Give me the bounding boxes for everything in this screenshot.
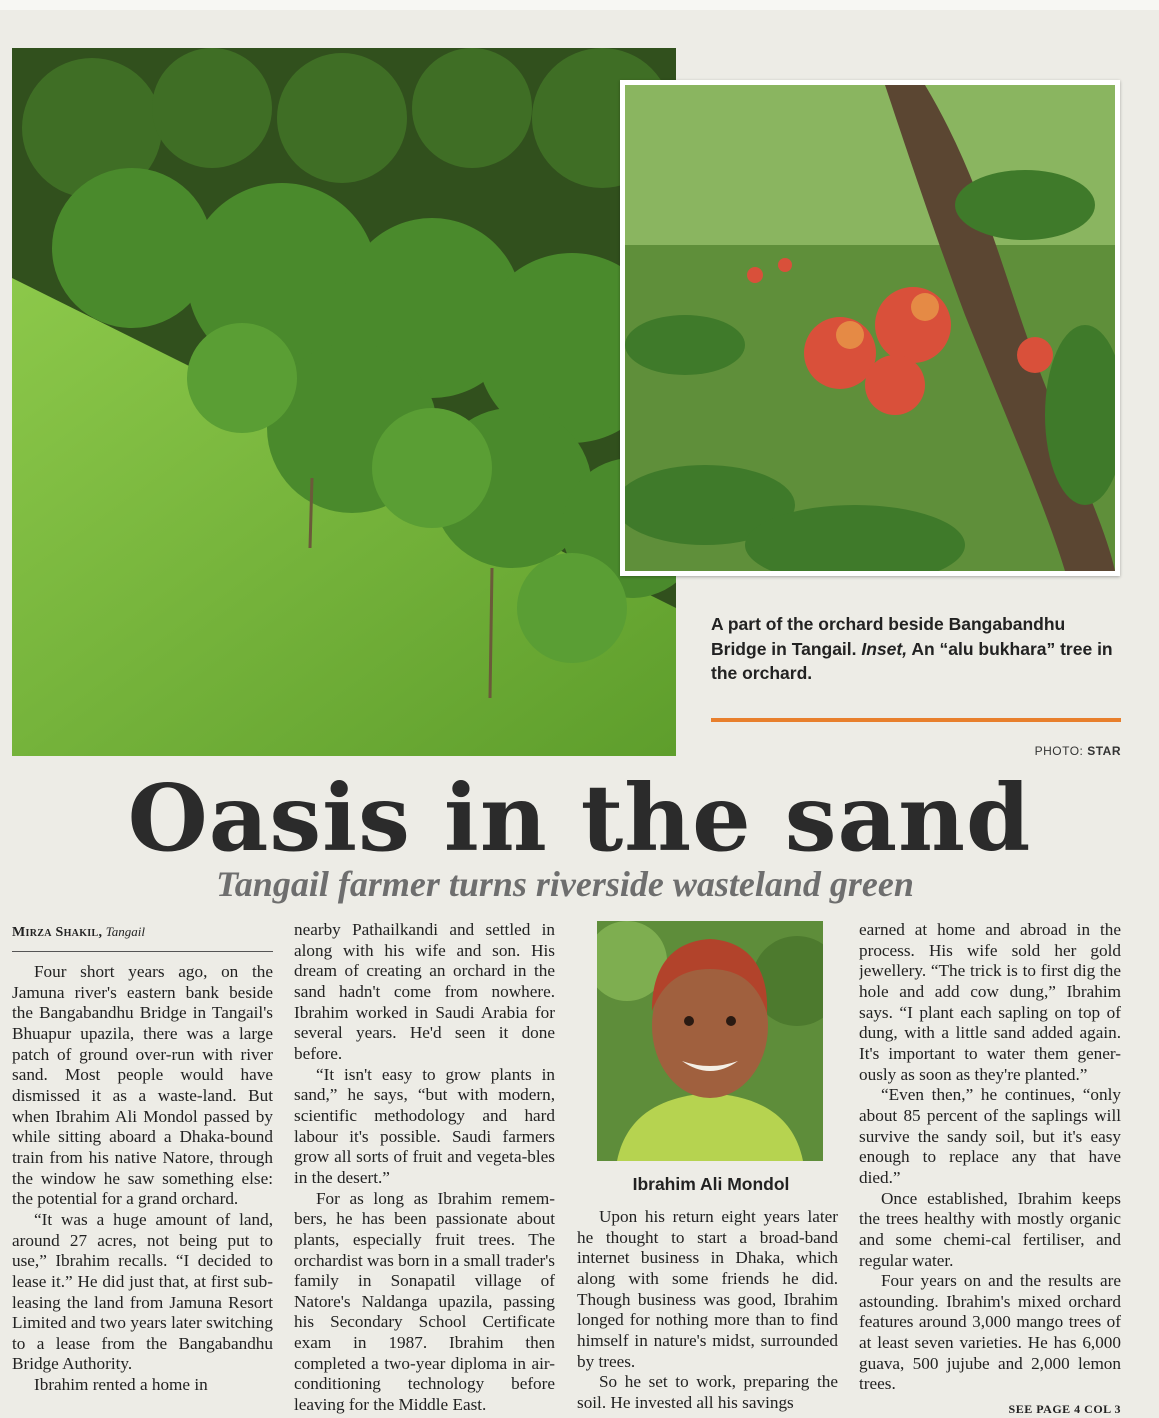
column-2 (294, 920, 555, 1418)
column-3-paragraph: So he set to work, preparing the soil. He invested all his savings (577, 1372, 838, 1412)
headline: Oasis in the sand (127, 764, 1032, 872)
column-4-paragraph: Four years on and the results are astounding. Ibrahim's mixed orchard features around 3,000 mango trees of at least seven varieties. He has 6,000 guava, 500 jujube and 2,000 lemon trees. (859, 1271, 1121, 1394)
portrait-photo (597, 921, 823, 1161)
subheadline: Tangail farmer turns riverside wasteland green (216, 864, 914, 904)
caption-inset-word: Inset, (861, 638, 908, 659)
byline (12, 922, 273, 952)
column-1-paragraph: “It was a huge amount of land, around 27 acres, not being put to use,” Ibrahim recalls. “I decided to lease it.” He did just that, at first sub-leasing the land from Jamuna Resort Limited and two years later switching to a lease from the Bangabandhu Bridge Authority. (12, 1209, 273, 1374)
fruit-tree-photo-icon (625, 85, 1115, 571)
column-4-paragraph: earned at home and abroad in the process. His wife sold her gold jewellery. “The trick is to first dig the hole and add cow dung,” Ibrahim says. “I plant each sapling on top of dung, with a little sand added again. It's important to water them gener-ously as soon as they're planted.” (859, 920, 1121, 1084)
column-2-paragraph: For as long as Ibrahim remem-bers, he has been passionate about plants, especially fruit trees. The orchardist was born in a small trader's family in Sonapatil village of Natore's Naldanga upazila, passing his Secondary School Certificate exam in 1987. Ibrahim then completed a two-year diploma in air-conditioning technology before leaving for the Middle East. (294, 1188, 555, 1415)
orchard-photo-icon (12, 48, 676, 756)
top-border (0, 0, 1159, 10)
column-4 (859, 920, 1121, 1398)
column-4-paragraph: “Even then,” he continues, “only about 85 percent of the saplings will survive the sandy soil, but it's easy enough to replace any that have died.” (859, 1085, 1121, 1187)
photo-caption (711, 612, 1121, 686)
byline-name: Mirza Shakil, (12, 925, 103, 940)
byline-location: Tangail (105, 924, 146, 939)
caption-rule (711, 718, 1121, 722)
column-2-paragraph: nearby Pathailkandi and settled in along with his wife and son. His dream of creating an orchard in the sand hadn't come from nowhere. Ibrahim worked in Saudi Arabia for several years. He'd seen it done before. (294, 920, 555, 1063)
continuation-jump[interactable]: SEE PAGE 4 COL 3 (1008, 1402, 1121, 1416)
credit-source: STAR (1087, 744, 1121, 758)
portrait-caption: Ibrahim Ali Mondol (632, 1174, 790, 1194)
orchard-photo (12, 48, 676, 756)
column-3 (577, 1207, 838, 1418)
alu-bukhara-inset-photo (620, 80, 1120, 576)
column-4-paragraph: Once established, Ibrahim keeps the trees healthy with mostly organic and some chemi-cal fertiliser, and regular water. (859, 1188, 1121, 1270)
portrait-photo-icon (597, 921, 823, 1161)
column-1-paragraph: Four short years ago, on the Jamuna river's eastern bank beside the Bangabandhu Bridge in Tangail's Bhuapur upazila, there was a large patch of ground over-run with river sand. Most people would have dismissed it as a waste-land. But when Ibrahim Ali Mondol passed by while sitting aboard a Dhaka-bound train from his native Natore, through the window he saw something else: the potential for a grand orchard. (12, 962, 273, 1209)
column-1-paragraph: Ibrahim rented a home in (34, 1375, 208, 1395)
column-1 (12, 962, 273, 1418)
photo-credit (1035, 744, 1121, 758)
column-3-paragraph: Upon his return eight years later he thought to start a broad-band internet business in Dhaka, which along with some friends he did. Though business was good, Ibrahim longed for nothing more than to find himself in nature's midst, surrounded by trees. (577, 1207, 838, 1371)
caption-text-2: An “alu bukhara” tree in the orchard. (711, 638, 1113, 683)
credit-label: PHOTO: (1034, 744, 1088, 758)
column-2-paragraph: “It isn't easy to grow plants in sand,” he says, “but with modern, scientific methodology and hard labour it's possible. Saudi farmers grow all sorts of fruit and vegeta-bles in the desert.” (294, 1064, 555, 1187)
caption-text-1: A part of the orchard beside Bangabandhu Bridge in Tangail. (711, 614, 1066, 659)
